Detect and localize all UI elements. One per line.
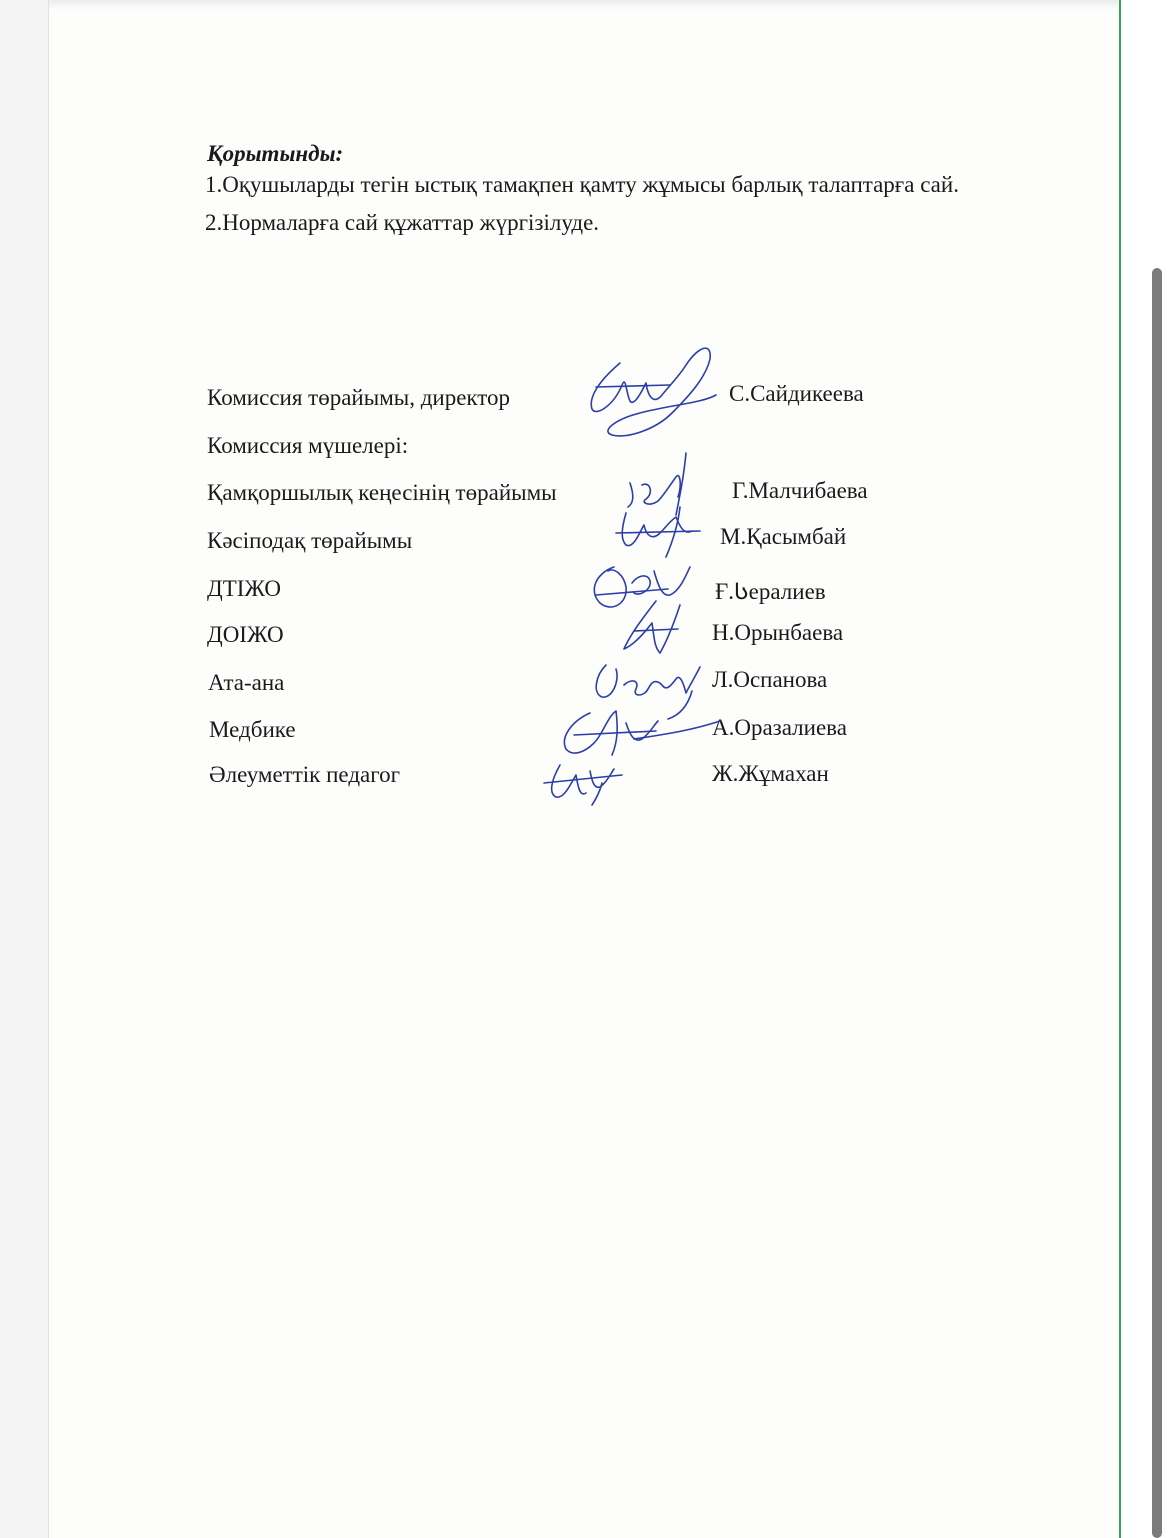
signature-member-5 [596,665,700,719]
signature-member-6 [564,711,720,755]
page-top-shade [49,0,1120,10]
chair-role: Комиссия төрайымы, директор [207,385,511,410]
chair-name: С.Сайдикеева [729,381,864,406]
member-role: Қамқоршылық кеңесінің төрайымы [207,480,557,505]
member-name: М.Қасымбай [720,524,847,549]
member-name: Н.Орынбаева [712,620,844,645]
member-name: Ғ.Სералиев [715,579,826,604]
signature-member-2 [616,507,700,557]
member-name: Г.Малчибаева [732,478,868,503]
member-role: Кәсіподақ төрайымы [207,528,413,553]
members-heading: Комиссия мүшелері: [207,433,409,458]
member-name: Ж.Жұмахан [712,761,829,786]
signature-member-1 [628,453,686,515]
member-name: Л.Оспанова [712,667,828,692]
signature-chair [591,348,716,436]
right-gutter [1121,0,1170,1538]
member-role: ДТІЖО [207,576,282,601]
member-name: А.Оразалиева [712,715,847,740]
handwritten-signatures [530,335,760,815]
member-role: Ата-ана [208,670,285,695]
signature-member-7 [544,765,622,805]
conclusion-item-2: 2.Нормаларға сай құжаттар жүргізілуде. [205,210,600,235]
conclusion-item-1: 1.Оқушыларды тегін ыстық тамақпен қамту жұмысы барлық талаптарға сай. [205,172,959,197]
vertical-scrollbar[interactable] [1152,268,1162,1538]
signature-member-3 [594,567,690,607]
signature-member-4 [624,601,680,653]
conclusion-title: Қорытынды: [207,141,344,166]
member-role: Медбике [209,717,296,742]
member-role: ДОІЖО [207,622,284,647]
member-role: Әлеуметтік педагог [209,762,401,787]
